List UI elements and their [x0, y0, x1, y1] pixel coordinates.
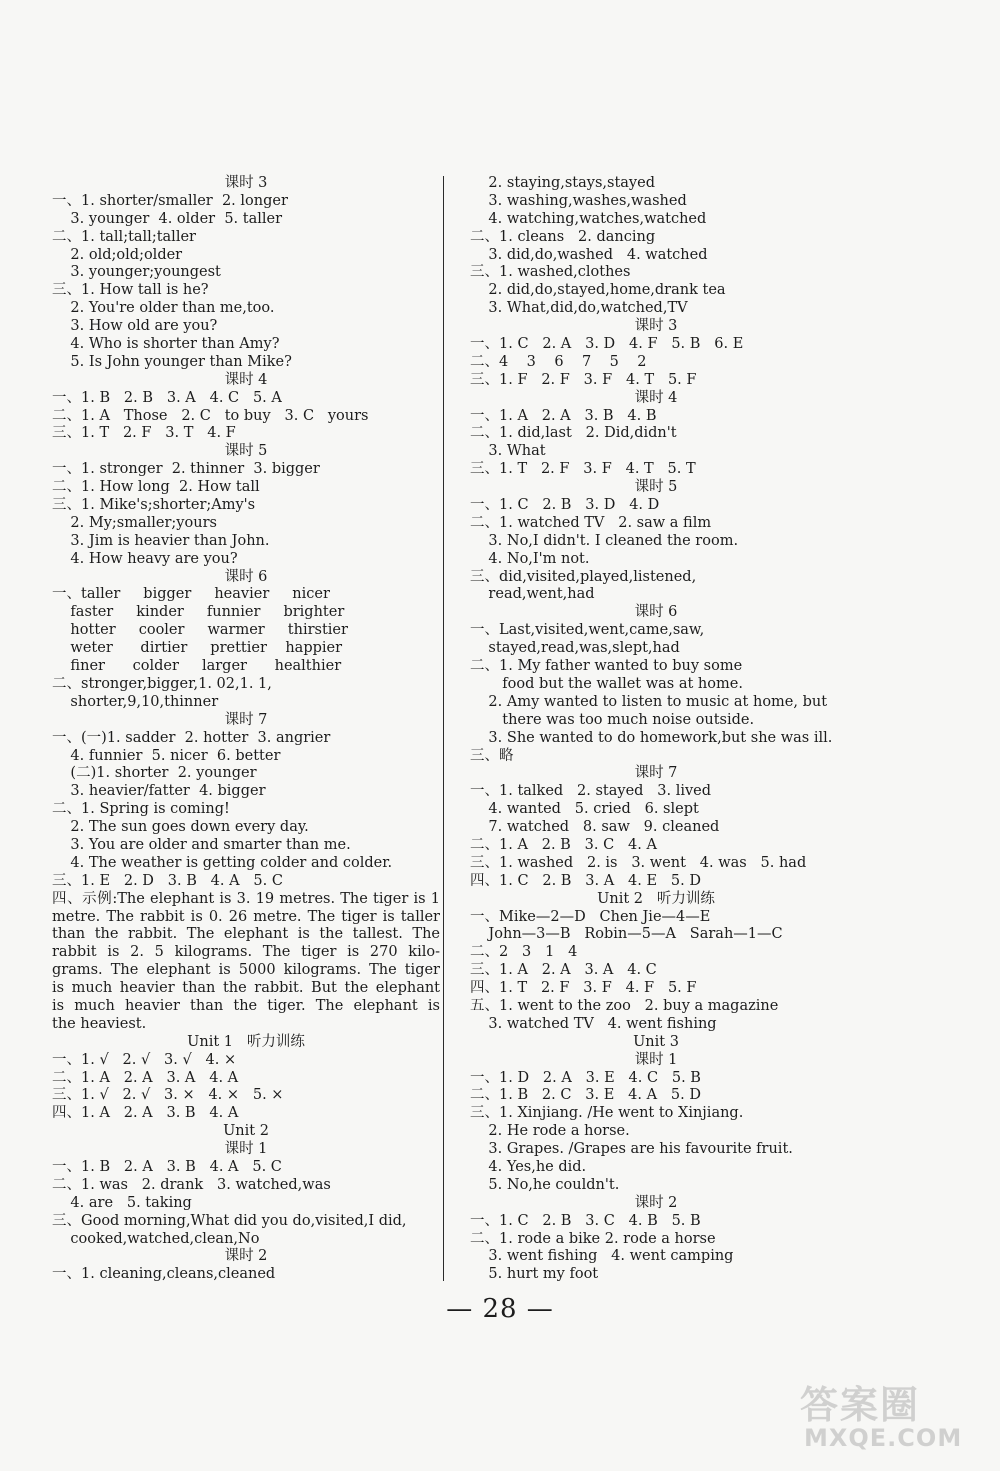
answer-line: (二)1. shorter 2. younger — [52, 765, 257, 782]
answer-line: 二、4 3 6 7 5 2 — [470, 353, 647, 370]
answer-line: 3. younger;youngest — [52, 264, 221, 281]
answer-line: 二、1. watched TV 2. saw a film — [470, 514, 712, 531]
answer-line: 4. funnier 5. nicer 6. better — [52, 747, 281, 764]
answer-line: 3. watched TV 4. went fishing — [470, 1015, 717, 1032]
answer-line: 5. hurt my foot — [470, 1266, 599, 1283]
answer-line: 2. old;old;older — [52, 246, 183, 263]
answer-line: 三、1. T 2. F 3. T 4. F — [52, 425, 236, 442]
answer-line: 一、1. talked 2. stayed 3. lived — [470, 783, 712, 800]
section-heading: 课时 4 — [634, 389, 678, 406]
answer-line: 四、1. A 2. A 3. B 4. A — [52, 1105, 239, 1122]
answer-line: 3. Grapes. /Grapes are his favourite fruit. — [470, 1141, 793, 1158]
answer-line: 二、1. rode a bike 2. rode a horse — [470, 1230, 716, 1247]
section-heading: 课时 4 — [224, 371, 268, 388]
section-heading: Unit 1 听力训练 — [187, 1033, 305, 1050]
section-heading: 课时 5 — [224, 443, 268, 460]
right-answer-column — [470, 175, 842, 1284]
answer-line: 二、stronger,bigger,1. 02,1. 1, — [52, 675, 272, 692]
answer-line: 四、1. C 2. B 3. A 4. E 5. D — [470, 872, 701, 889]
answer-line: 三、1. E 2. D 3. B 4. A 5. C — [52, 872, 283, 889]
watermark-logo — [800, 1374, 990, 1464]
answer-line: 4. No,I'm not. — [470, 550, 590, 567]
answer-line: 一、taller bigger heavier nicer — [52, 586, 330, 603]
answer-line: 一、1. B 2. B 3. A 4. C 5. A — [52, 389, 282, 406]
section-heading: 课时 1 — [634, 1051, 678, 1068]
left-answer-column — [52, 175, 440, 1284]
answer-line: John—3—B Robin—5—A Sarah—1—C — [470, 926, 783, 943]
answer-line: 一、1. cleaning,cleans,cleaned — [52, 1266, 276, 1283]
answer-line: 3. No,I didn't. I cleaned the room. — [470, 532, 739, 549]
answer-line: 一、1. C 2. B 3. D 4. D — [470, 497, 660, 514]
answer-line: 4. are 5. taking — [52, 1194, 192, 1211]
answer-line: 二、1. tall;tall;taller — [52, 228, 196, 245]
section-heading: Unit 2 听力训练 — [597, 890, 715, 907]
answer-line: read,went,had — [470, 586, 595, 603]
answer-line: 三、1. washed,clothes — [470, 264, 631, 281]
answer-line: is much heavier than the tiger. The elephant is — [52, 997, 440, 1014]
answer-line: 5. No,he couldn't. — [470, 1176, 620, 1193]
answer-line: 一、(一)1. sadder 2. hotter 3. angrier — [52, 729, 331, 746]
answer-line: the heaviest. — [52, 1015, 147, 1032]
answer-line: 4. The weather is getting colder and colder. — [52, 854, 393, 871]
answer-line: 2. You're older than me,too. — [52, 300, 275, 317]
answer-line: 3. You are older and smarter than me. — [52, 836, 351, 853]
answer-line: 一、1. stronger 2. thinner 3. bigger — [52, 461, 320, 478]
section-heading: 课时 6 — [634, 604, 678, 621]
answer-line: grams. The elephant is 5000 kilograms. The tiger — [52, 962, 440, 979]
answer-line: 2. did,do,stayed,home,drank tea — [470, 282, 726, 299]
answer-line: hotter cooler warmer thirstier — [52, 622, 348, 639]
answer-line: 一、1. shorter/smaller 2. longer — [52, 192, 288, 209]
answer-line: 三、1. Xinjiang. /He went to Xinjiang. — [470, 1105, 744, 1122]
answer-line: faster kinder funnier brighter — [52, 604, 345, 621]
answer-line: 3. How old are you? — [52, 318, 218, 335]
answer-line: 四、示例:The elephant is 3. 19 metres. The tiger is 1 — [52, 890, 440, 907]
section-heading: 课时 1 — [224, 1141, 268, 1158]
answer-line: 三、did,visited,played,listened, — [470, 568, 697, 585]
answer-line: rabbit is 2. 5 kilograms. The tiger is 270 kilo- — [52, 944, 440, 961]
answer-line: 二、1. did,last 2. Did,didn't — [470, 425, 677, 442]
answer-line: 四、1. T 2. F 3. F 4. F 5. F — [470, 980, 697, 997]
answer-line: weter dirtier prettier happier — [52, 640, 343, 657]
answer-line: 4. Who is shorter than Amy? — [52, 336, 280, 353]
answer-line: 4. wanted 5. cried 6. slept — [470, 801, 699, 818]
answer-line: 一、Last,visited,went,came,saw, — [470, 622, 705, 639]
answer-line: 二、2 3 1 4 — [470, 944, 578, 961]
answer-line: 3. younger 4. older 5. taller — [52, 210, 283, 227]
answer-line: 3. Jim is heavier than John. — [52, 532, 270, 549]
answer-line: 7. watched 8. saw 9. cleaned — [470, 819, 720, 836]
answer-line: 一、1. C 2. A 3. D 4. F 5. B 6. E — [470, 336, 744, 353]
answer-line: 三、1. T 2. F 3. F 4. T 5. T — [470, 461, 696, 478]
section-heading: 课时 3 — [634, 318, 678, 335]
answer-line: food but the wallet was at home. — [470, 675, 743, 692]
answer-line: 一、1. C 2. B 3. C 4. B 5. B — [470, 1212, 701, 1229]
answer-line: 一、1. √ 2. √ 3. √ 4. × — [52, 1051, 237, 1068]
answer-line: 2. My;smaller;yours — [52, 514, 217, 531]
section-heading: 课时 5 — [634, 479, 678, 496]
answer-line: shorter,9,10,thinner — [52, 693, 219, 710]
answer-line: 4. Yes,he did. — [470, 1158, 587, 1175]
answer-line: metre. The rabbit is 0. 26 metre. The tiger is taller — [52, 908, 440, 925]
answer-line: 4. watching,watches,watched — [470, 210, 707, 227]
section-heading: 课时 6 — [224, 568, 268, 585]
answer-line: 一、1. D 2. A 3. E 4. C 5. B — [470, 1069, 701, 1086]
answer-line: 一、Mike—2—D Chen Jie—4—E — [470, 908, 711, 925]
answer-line: 3. heavier/fatter 4. bigger — [52, 783, 266, 800]
answer-line: 2. Amy wanted to listen to music at home, but — [470, 693, 828, 710]
answer-line: 三、1. Mike's;shorter;Amy's — [52, 497, 256, 514]
answer-line: 二、1. A Those 2. C to buy 3. C yours — [52, 407, 369, 424]
section-heading: 课时 2 — [224, 1248, 268, 1265]
answer-line: 一、1. A 2. A 3. B 4. B — [470, 407, 657, 424]
answer-line: 二、1. Spring is coming! — [52, 801, 230, 818]
answer-line: 5. Is John younger than Mike? — [52, 353, 292, 370]
answer-line: 二、1. A 2. B 3. C 4. A — [470, 836, 657, 853]
answer-line: 一、1. B 2. A 3. B 4. A 5. C — [52, 1158, 282, 1175]
answer-line: is much heavier than the rabbit. But the elephant — [52, 980, 440, 997]
section-heading: 课时 2 — [634, 1194, 678, 1211]
watermark-chars: 答案圈 — [800, 1382, 921, 1427]
answer-line: 三、Good morning,What did you do,visited,I did, — [52, 1212, 407, 1229]
section-heading: 课时 3 — [224, 175, 268, 191]
answer-line: 3. did,do,washed 4. watched — [470, 246, 708, 263]
answer-line: 二、1. was 2. drank 3. watched,was — [52, 1176, 331, 1193]
answer-line: 三、1. F 2. F 3. F 4. T 5. F — [470, 371, 697, 388]
answer-line: 2. The sun goes down every day. — [52, 819, 309, 836]
answer-line: than the rabbit. The elephant is the tallest. The — [52, 926, 440, 943]
answer-line: 二、1. cleans 2. dancing — [470, 228, 656, 245]
answer-line: 二、1. My father wanted to buy some — [470, 658, 743, 675]
answer-line: there was too much noise outside. — [470, 711, 755, 728]
answer-line: 2. He rode a horse. — [470, 1123, 630, 1140]
answer-line: 二、1. B 2. C 3. E 4. A 5. D — [470, 1087, 701, 1104]
answer-line: 三、略 — [470, 747, 514, 764]
answer-line: 二、1. How long 2. How tall — [52, 479, 260, 496]
answer-line: 4. How heavy are you? — [52, 550, 238, 567]
answer-line: 三、1. √ 2. √ 3. × 4. × 5. × — [52, 1087, 284, 1104]
answer-line: 3. washing,washes,washed — [470, 192, 687, 209]
section-heading: Unit 2 — [223, 1123, 269, 1140]
answer-line: 三、1. washed 2. is 3. went 4. was 5. had — [470, 854, 807, 871]
answer-line: 2. staying,stays,stayed — [470, 175, 655, 191]
answer-line: finer colder larger healthier — [52, 658, 342, 675]
watermark-url: MXQE.COM — [804, 1424, 963, 1452]
section-heading: 课时 7 — [224, 711, 268, 728]
answer-line: cooked,watched,clean,No — [52, 1230, 260, 1247]
answer-line: stayed,read,was,slept,had — [470, 640, 680, 657]
answer-line: 三、1. A 2. A 3. A 4. C — [470, 962, 657, 979]
section-heading: 课时 7 — [634, 765, 678, 782]
answer-line: 五、1. went to the zoo 2. buy a magazine — [470, 997, 779, 1014]
answer-line: 3. went fishing 4. went camping — [470, 1248, 734, 1265]
section-heading: Unit 3 — [633, 1033, 679, 1050]
answer-line: 3. What — [470, 443, 546, 460]
page-number: — 28 — — [446, 1294, 554, 1324]
answer-line: 3. She wanted to do homework,but she was ill. — [470, 729, 833, 746]
answer-line: 3. What,did,do,watched,TV — [470, 300, 688, 317]
answer-line: 三、1. How tall is he? — [52, 282, 209, 299]
column-divider — [443, 176, 444, 1281]
answer-line: 二、1. A 2. A 3. A 4. A — [52, 1069, 239, 1086]
